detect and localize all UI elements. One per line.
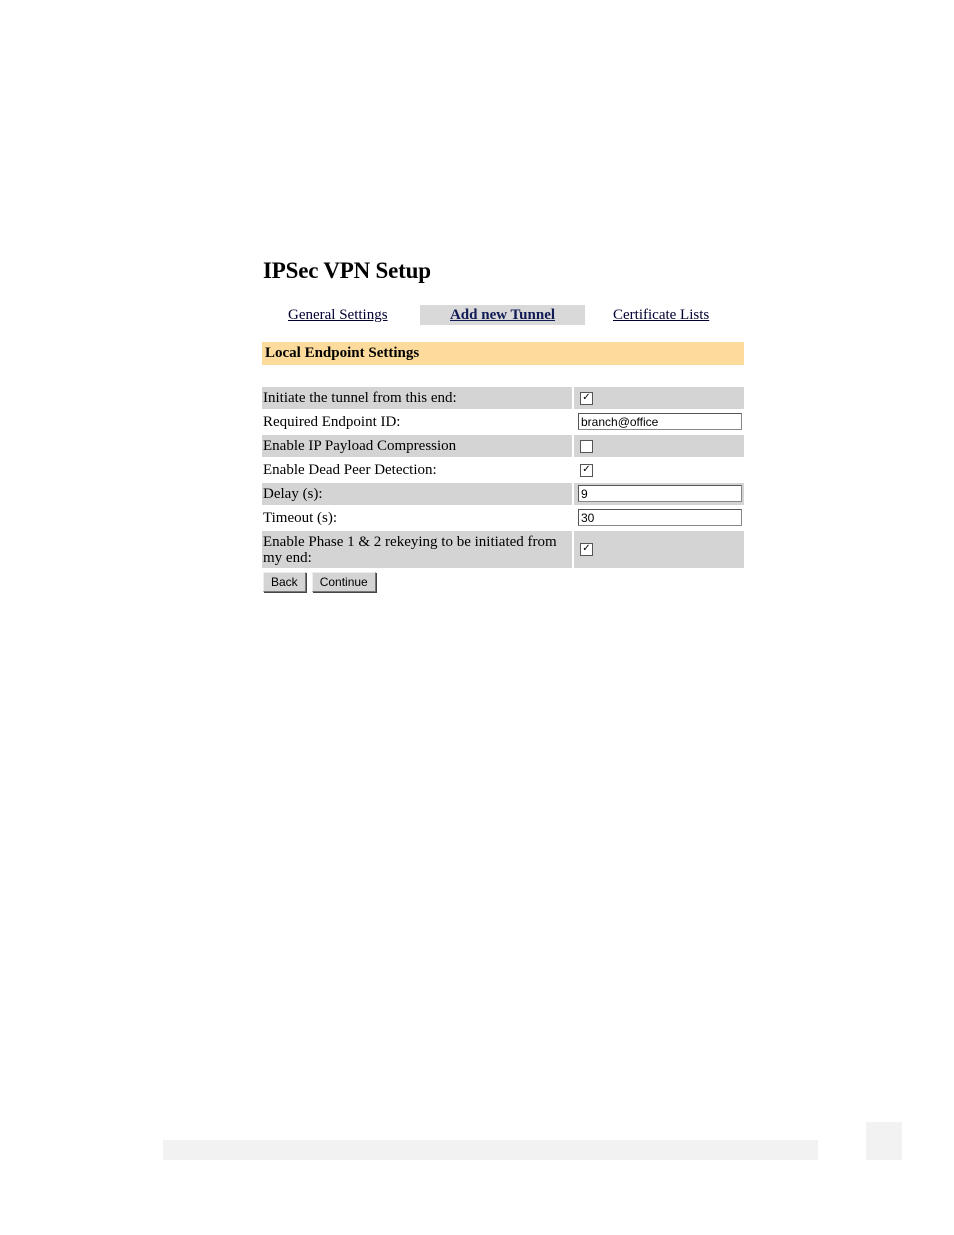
timeout-label: Timeout (s): (262, 506, 573, 530)
endpoint-id-input[interactable] (578, 413, 742, 430)
page-title: IPSec VPN Setup (263, 258, 431, 283)
row-dead-peer-detection (262, 458, 744, 482)
back-button[interactable]: Back (263, 572, 306, 592)
tab-bar (262, 305, 744, 327)
timeout-input[interactable] (578, 509, 742, 526)
button-bar (263, 572, 378, 592)
row-delay (262, 482, 744, 506)
ip-payload-compression-checkbox[interactable] (580, 440, 593, 453)
settings-table (262, 387, 744, 570)
tab-add-new-tunnel[interactable]: Add new Tunnel (420, 305, 585, 325)
rekeying-checkbox[interactable]: ✓ (580, 543, 593, 556)
initiate-tunnel-checkbox[interactable]: ✓ (580, 392, 593, 405)
ip-payload-compression-label: Enable IP Payload Compression (262, 434, 573, 458)
delay-input[interactable] (578, 485, 742, 502)
initiate-tunnel-label: Initiate the tunnel from this end: (262, 387, 573, 410)
row-timeout (262, 506, 744, 530)
row-rekeying (262, 530, 744, 569)
dead-peer-detection-label: Enable Dead Peer Detection: (262, 458, 573, 482)
row-endpoint-id (262, 410, 744, 434)
endpoint-id-label: Required Endpoint ID: (262, 410, 573, 434)
footer-bar (163, 1140, 818, 1160)
rekeying-label: Enable Phase 1 & 2 rekeying to be initiated from my end: (262, 530, 573, 569)
tab-general-settings[interactable]: General Settings (288, 307, 388, 323)
dead-peer-detection-checkbox[interactable]: ✓ (580, 464, 593, 477)
tab-certificate-lists[interactable]: Certificate Lists (613, 307, 710, 323)
row-initiate-tunnel (262, 387, 744, 410)
row-ip-payload-compression (262, 434, 744, 458)
continue-button[interactable]: Continue (312, 572, 376, 592)
page-number-box (866, 1122, 902, 1160)
section-header-local-endpoint: Local Endpoint Settings (262, 342, 744, 365)
delay-label: Delay (s): (262, 482, 573, 506)
